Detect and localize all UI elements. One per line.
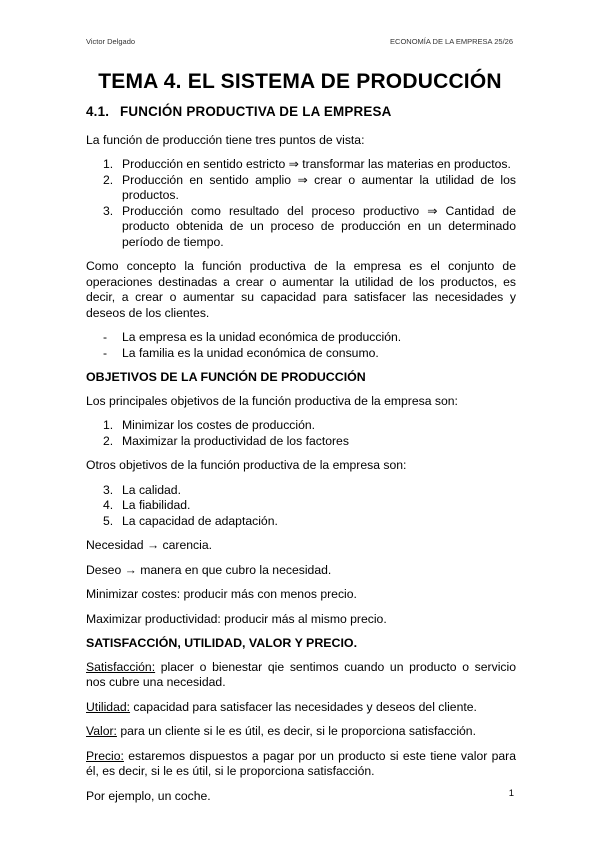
list-marker: 4. (103, 498, 114, 512)
list-text: La capacidad de adaptación. (122, 513, 278, 528)
list-marker: - (103, 345, 108, 360)
definition-precio (86, 749, 516, 780)
definition-text: estaremos dispuestos a pagar por un producto si este tiene valor para él, es decir, si le es útil, si le proporciona satisfacción. (86, 748, 516, 778)
definition-satisfaccion (86, 660, 516, 691)
list-item (86, 483, 516, 499)
document-title: TEMA 4. EL SISTEMA DE PRODUCCIÓN (98, 70, 502, 93)
definition-text: capacidad para satisfacer las necesidades y deseos del cliente. (130, 699, 477, 714)
list-marker: 2. (103, 433, 114, 448)
list-text: La fiabilidad. (122, 498, 191, 512)
note-maximizar: Maximizar productividad: producir más al mismo precio. (86, 611, 387, 626)
section-title: FUNCIÓN PRODUCTIVA DE LA EMPRESA (120, 104, 392, 119)
example-paragraph: Por ejemplo, un coche. (86, 788, 211, 803)
header-author: Victor Delgado (86, 37, 136, 46)
list-text: Producción en sentido estricto ⇒ transformar las materias en productos. (122, 157, 511, 171)
concept-paragraph: Como concepto la función productiva de la empresa es el conjunto de operaciones destinadas a crear o aumentar la utilidad de los productos, es decir, a crear o aumentar su capacidad para satisfacer las necesidades y deseos de los clientes. (86, 259, 516, 320)
list-item (86, 434, 516, 450)
section-number: 4.1. (86, 104, 110, 119)
list-marker: 1. (103, 418, 114, 432)
list-item (86, 173, 516, 204)
list-text: Minimizar los costes de producción. (122, 418, 316, 432)
definition-term: Valor: (86, 724, 117, 738)
list-item (86, 418, 516, 434)
definition-text: para un cliente si le es útil, es decir, si le proporciona satisfacción. (116, 724, 476, 738)
list-item (86, 204, 516, 251)
other-objectives-intro: Otros objetivos de la función productiva de la empresa son: (86, 458, 407, 472)
list-marker: 5. (103, 513, 114, 528)
list-item (86, 330, 516, 346)
list-marker: 2. (103, 172, 114, 187)
satisfaction-heading: SATISFACCIÓN, UTILIDAD, VALOR Y PRECIO. (86, 636, 358, 650)
list-text: La empresa es la unidad económica de producción. (122, 330, 402, 344)
definition-term: Precio: (86, 748, 124, 763)
list-marker: 3. (103, 482, 114, 497)
list-item (86, 157, 516, 173)
section-heading (86, 104, 516, 120)
intro-paragraph: La función de producción tiene tres puntos de vista: (86, 132, 365, 147)
list-text: La familia es la unidad económica de consumo. (122, 345, 379, 360)
note-necesidad: Necesidad → carencia. (86, 538, 212, 552)
definition-term: Utilidad: (86, 699, 131, 714)
note-deseo: Deseo → manera en que cubro la necesidad. (86, 562, 332, 577)
definition-utilidad (86, 700, 516, 716)
list-text: La calidad. (122, 482, 181, 497)
viewpoints-list (86, 157, 516, 250)
objectives-intro: Los principales objetivos de la función productiva de la empresa son: (86, 393, 458, 408)
definition-valor (86, 724, 516, 740)
document-body (86, 104, 516, 813)
other-objectives-list (86, 483, 516, 530)
main-objectives-list (86, 418, 516, 449)
list-text: Producción en sentido amplio ⇒ crear o aumentar la utilidad de los productos. (122, 172, 516, 202)
list-marker: 3. (103, 203, 114, 218)
list-text: Producción como resultado del proceso productivo ⇒ Cantidad de producto obtenida de un proceso de producción en un determinado período de tiempo. (122, 203, 516, 249)
note-minimizar: Minimizar costes: producir más con menos precio. (86, 587, 357, 601)
list-item (86, 498, 516, 514)
list-marker: 1. (103, 157, 114, 171)
list-item (86, 346, 516, 362)
list-text: Maximizar la productividad de los factores (122, 433, 349, 448)
page-number: 1 (508, 788, 514, 799)
list-item (86, 514, 516, 530)
header-course: ECONOMÍA DE LA EMPRESA 25/26 (390, 37, 513, 46)
objectives-heading: OBJETIVOS DE LA FUNCIÓN DE PRODUCCIÓN (86, 370, 366, 384)
list-marker: - (103, 330, 108, 344)
definition-term: Satisfacción: (86, 659, 156, 674)
definition-text: placer o bienestar qie sentimos cuando un producto o servicio nos cubre una necesidad. (86, 659, 516, 689)
units-list (86, 330, 516, 361)
